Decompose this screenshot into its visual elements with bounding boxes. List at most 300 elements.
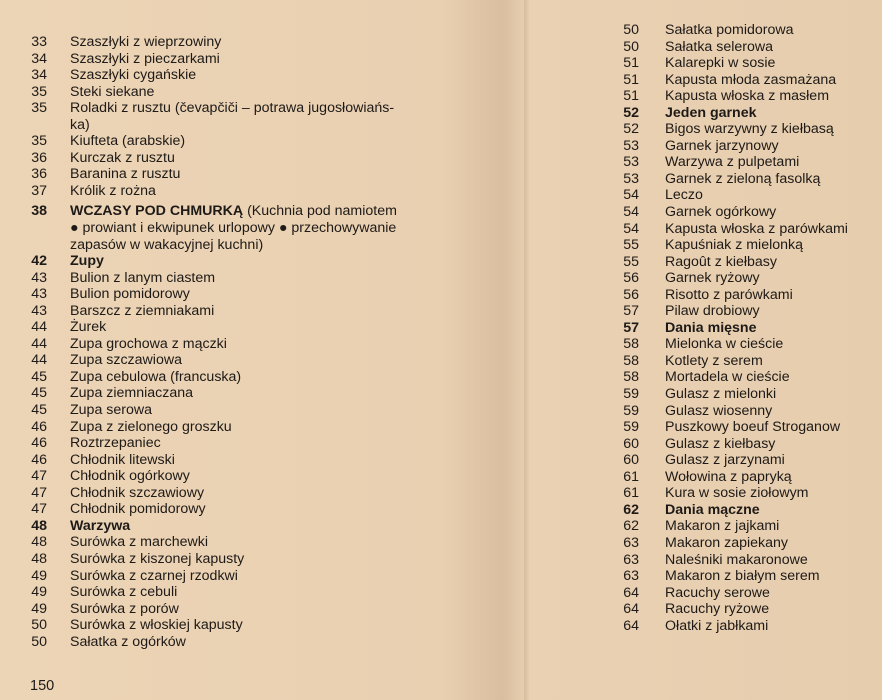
toc-title-continuation: prowiant i ekwipunek urlopowy ● przechowywanie <box>82 220 397 237</box>
toc-page-number: 57 <box>623 319 639 336</box>
toc-title-text: Zupa grochowa z mączki <box>70 335 227 352</box>
toc-title <box>70 100 436 117</box>
toc-title <box>70 634 436 651</box>
toc-title <box>665 585 875 602</box>
toc-page-number: 59 <box>623 386 639 403</box>
toc-entry <box>568 39 875 56</box>
right-page <box>568 0 882 700</box>
toc-title <box>70 352 436 369</box>
toc-entry <box>0 67 436 84</box>
toc-entry <box>568 204 875 221</box>
toc-title-text: Ołatki z jabłkami <box>665 617 769 634</box>
toc-title <box>665 436 875 453</box>
bullet-dot: ● <box>70 220 83 237</box>
toc-title <box>665 187 875 204</box>
toc-page-number: 48 <box>31 550 47 567</box>
toc-title-text: Surówka z kiszonej kapusty <box>70 550 245 567</box>
toc-title <box>665 403 875 420</box>
toc-entry <box>0 584 436 601</box>
toc-title-text: Garnek ryżowy <box>665 270 760 287</box>
toc-title-text: Surówka z włoskiej kapusty <box>70 617 243 634</box>
toc-entry <box>568 105 875 122</box>
toc-entry <box>568 419 875 436</box>
toc-entry <box>0 150 436 167</box>
toc-title-text: Szaszłyki z pieczarkami <box>70 50 220 67</box>
toc-entry <box>0 133 436 150</box>
toc-title <box>70 534 436 551</box>
toc-entry <box>0 183 436 200</box>
toc-page-number: 54 <box>623 204 639 221</box>
toc-title <box>70 601 436 618</box>
toc-entry <box>568 452 875 469</box>
toc-title-text: Kura w sosie ziołowym <box>665 485 809 502</box>
toc-title <box>70 117 436 134</box>
toc-entry <box>568 270 875 287</box>
toc-title <box>665 568 875 585</box>
toc-title <box>70 133 436 150</box>
toc-title <box>665 535 875 552</box>
toc-entry <box>568 237 875 254</box>
toc-page-number: 43 <box>31 286 47 303</box>
toc-title-text: Zupa cebulowa (francuska) <box>70 368 242 385</box>
toc-entry <box>0 84 436 101</box>
toc-title-text: Kapuśniak z mielonką <box>665 237 804 254</box>
toc-page-number: 56 <box>623 270 639 287</box>
toc-title <box>70 452 436 469</box>
toc-page-number: 38 <box>31 203 47 220</box>
toc-title <box>70 385 436 402</box>
toc-page-number: 58 <box>623 352 639 369</box>
toc-page-number: 58 <box>623 369 639 386</box>
toc-title-text: Sałatka selerowa <box>665 38 774 55</box>
toc-entry <box>568 535 875 552</box>
toc-page-number: 35 <box>31 133 47 150</box>
toc-page-number: 51 <box>623 55 639 72</box>
toc-title <box>70 67 436 84</box>
toc-title <box>665 154 875 171</box>
toc-title-text: Kapusta włoska z parówkami <box>665 220 848 237</box>
toc-title-text: Surówka z marchewki <box>70 534 208 551</box>
toc-page-number: 44 <box>31 335 47 352</box>
toc-title-text: Chłodnik szczawiowy <box>70 484 205 501</box>
toc-entry <box>568 403 875 420</box>
toc-title <box>70 286 436 303</box>
toc-title <box>665 303 875 320</box>
toc-entry <box>568 254 875 271</box>
toc-title <box>665 336 875 353</box>
toc-page-number: 46 <box>31 451 47 468</box>
toc-title-text: Królik z rożna <box>70 182 156 199</box>
toc-title-text: Gulasz wiosenny <box>665 402 773 419</box>
toc-entry <box>0 501 436 518</box>
toc-title <box>665 353 875 370</box>
toc-title-text: Racuchy ryżowe <box>665 601 770 618</box>
toc-title-text: Racuchy serowe <box>665 584 770 601</box>
toc-entry <box>0 166 436 183</box>
toc-page-number: 53 <box>623 137 639 154</box>
toc-title-text: ka) <box>70 116 90 133</box>
toc-title <box>665 452 875 469</box>
toc-title <box>70 485 436 502</box>
toc-page-number: 59 <box>623 419 639 436</box>
toc-title <box>665 419 875 436</box>
toc-page-number: 49 <box>31 567 47 584</box>
toc-title <box>70 551 436 568</box>
toc-entry <box>0 419 436 436</box>
toc-title-text: Leczo <box>665 187 703 204</box>
toc-title <box>70 150 436 167</box>
toc-title-text: Gulasz z mielonki <box>665 386 777 403</box>
toc-page-number: 46 <box>31 418 47 435</box>
toc-entry <box>0 237 436 254</box>
toc-title <box>665 88 875 105</box>
toc-title-text: Makaron z jajkami <box>665 518 780 535</box>
toc-title-text: Dania mączne <box>665 501 760 518</box>
toc-page-number: 58 <box>623 336 639 353</box>
toc-title <box>665 618 875 635</box>
toc-title-text: WCZASY POD CHMURKĄ <box>70 203 244 220</box>
toc-title-continuation: (Kuchnia pod namiotem <box>243 203 397 220</box>
toc-title-text: Naleśniki makaronowe <box>665 551 808 568</box>
toc-title <box>665 237 875 254</box>
toc-entry <box>0 303 436 320</box>
toc-entry <box>568 369 875 386</box>
toc-title <box>70 518 436 535</box>
toc-entry <box>0 369 436 386</box>
toc-title-text: Żurek <box>70 319 107 336</box>
toc-entry <box>0 117 436 134</box>
toc-title <box>70 253 436 270</box>
toc-page-number: 51 <box>623 71 639 88</box>
page-number: 150 <box>30 678 55 694</box>
toc-page-number: 64 <box>623 601 639 618</box>
toc-entry <box>0 220 436 237</box>
toc-entry <box>568 320 875 337</box>
toc-title-text: Makaron z białym serem <box>665 568 820 585</box>
toc-title <box>665 121 875 138</box>
toc-page-number: 53 <box>623 170 639 187</box>
toc-entry <box>568 585 875 602</box>
toc-entry <box>0 468 436 485</box>
toc-title <box>665 287 875 304</box>
toc-title <box>665 171 875 188</box>
toc-title-text: Kotlety z serem <box>665 352 763 369</box>
toc-title <box>70 166 436 183</box>
toc-page-number: 33 <box>31 34 47 50</box>
toc-entry <box>568 287 875 304</box>
toc-entry <box>568 221 875 238</box>
toc-title-text: Makaron zapiekany <box>665 534 789 551</box>
toc-title <box>665 105 875 122</box>
toc-page-number: 45 <box>31 402 47 419</box>
toc-title <box>665 502 875 519</box>
toc-entry <box>568 88 875 105</box>
toc-page-number: 45 <box>31 385 47 402</box>
toc-entry <box>568 22 875 39</box>
toc-title <box>665 204 875 221</box>
toc-entry <box>568 601 875 618</box>
toc-entry <box>568 336 875 353</box>
toc-page-number: 62 <box>623 518 639 535</box>
toc-page-number: 63 <box>623 534 639 551</box>
toc-page-number: 34 <box>31 50 47 67</box>
toc-page-number: 52 <box>623 121 639 138</box>
toc-page-number <box>0 220 47 237</box>
toc-title-text: Chłodnik litewski <box>70 451 175 468</box>
toc-entry <box>568 353 875 370</box>
toc-title <box>70 617 436 634</box>
toc-title <box>70 568 436 585</box>
toc-entry <box>568 138 875 155</box>
toc-title <box>665 369 875 386</box>
toc-entry <box>568 469 875 486</box>
toc-entry <box>0 352 436 369</box>
toc-title-text: Surówka z cebuli <box>70 584 178 601</box>
toc-entry <box>0 617 436 634</box>
toc-entry <box>0 253 436 270</box>
toc-page-number: 43 <box>31 269 47 286</box>
toc-page-number: 64 <box>623 617 639 634</box>
toc-title <box>665 39 875 56</box>
toc-entry <box>568 72 875 89</box>
toc-title <box>70 84 436 101</box>
toc-title <box>665 254 875 271</box>
toc-page-number: 59 <box>623 402 639 419</box>
toc-entry <box>568 187 875 204</box>
toc-entry <box>0 551 436 568</box>
toc-title <box>70 303 436 320</box>
toc-entry <box>0 100 436 117</box>
toc-title-text: Bulion z lanym ciastem <box>70 269 216 286</box>
toc-title-text: Pilaw drobiowy <box>665 303 760 320</box>
toc-page-number: 61 <box>623 468 639 485</box>
toc-title-text: Chłodnik pomidorowy <box>70 501 206 518</box>
toc-page-number: 50 <box>31 617 47 634</box>
toc-page-number: 44 <box>31 352 47 369</box>
toc-entry <box>568 121 875 138</box>
toc-page-number: 47 <box>31 484 47 501</box>
toc-title-text: Dania mięsne <box>665 319 757 336</box>
toc-title-text: Mortadela w cieście <box>665 369 790 386</box>
toc-entry <box>0 203 436 220</box>
toc-title-text: Jeden garnek <box>665 104 757 121</box>
toc-title <box>665 469 875 486</box>
toc-title-text: Zupa ziemniaczana <box>70 385 194 402</box>
toc-title <box>665 221 875 238</box>
toc-title-text: Chłodnik ogórkowy <box>70 468 190 485</box>
toc-title-text: Szaszłyki cygańskie <box>70 67 197 84</box>
toc-title <box>665 386 875 403</box>
toc-entry <box>0 402 436 419</box>
toc-page-number: 54 <box>623 187 639 204</box>
toc-title-text: zapasów w wakacyjnej kuchni) <box>70 236 264 253</box>
toc-page-number: 43 <box>31 302 47 319</box>
toc-title-text: Puszkowy boeuf Stroganow <box>665 419 841 436</box>
toc-title <box>70 220 436 237</box>
toc-entry <box>0 518 436 535</box>
toc-title <box>70 402 436 419</box>
toc-title-text: Kiufteta (arabskie) <box>70 133 186 150</box>
toc-title-text: Garnek z zieloną fasolką <box>665 170 821 187</box>
toc-page-number: 34 <box>31 67 47 84</box>
toc-entry <box>568 154 875 171</box>
toc-entry <box>0 601 436 618</box>
toc-title <box>70 419 436 436</box>
toc-title-text: Surówka z czarnej rzodkwi <box>70 567 238 584</box>
toc-title <box>70 183 436 200</box>
toc-page-number: 49 <box>31 600 47 617</box>
toc-page-number: 48 <box>31 534 47 551</box>
toc-page-number: 47 <box>31 468 47 485</box>
toc-title <box>70 369 436 386</box>
toc-page-number: 60 <box>623 452 639 469</box>
toc-title-text: Zupy <box>70 253 104 270</box>
toc-title <box>665 518 875 535</box>
toc-page-number: 48 <box>31 517 47 534</box>
toc-title-text: Barszcz z ziemniakami <box>70 302 215 319</box>
toc-title-text: Baranina z rusztu <box>70 166 181 183</box>
toc-title-text: Roztrzepaniec <box>70 435 161 452</box>
toc-entry <box>568 502 875 519</box>
toc-page-number: 54 <box>623 220 639 237</box>
toc-entry <box>568 485 875 502</box>
toc-title-text: Sałatka pomidorowa <box>665 22 794 38</box>
toc-page-number: 64 <box>623 584 639 601</box>
toc-title-text: Zupa szczawiowa <box>70 352 182 369</box>
toc-entry <box>568 386 875 403</box>
toc-page-number: 51 <box>623 88 639 105</box>
toc-title-text: Kalarepki w sosie <box>665 55 776 72</box>
toc-title-text: Mielonka w cieście <box>665 336 784 353</box>
right-toc-list <box>568 22 875 634</box>
toc-page-number: 63 <box>623 568 639 585</box>
toc-page-number: 42 <box>31 253 47 270</box>
toc-title-text: Szaszłyki z wieprzowiny <box>70 34 222 50</box>
toc-page-number <box>0 237 47 254</box>
toc-title <box>665 270 875 287</box>
toc-title <box>70 435 436 452</box>
toc-title <box>70 237 436 254</box>
toc-title-text: Roladki z rusztu (čevapčiči – potrawa jugosłowiańs- <box>70 100 395 117</box>
toc-page-number: 56 <box>623 286 639 303</box>
toc-title-text: Bigos warzywny z kiełbasą <box>665 121 834 138</box>
left-toc-list <box>0 34 436 650</box>
toc-entry <box>0 534 436 551</box>
toc-title <box>665 552 875 569</box>
toc-title-text: Warzywa z pulpetami <box>665 154 800 171</box>
toc-entry <box>568 55 875 72</box>
toc-title <box>665 72 875 89</box>
toc-title-text: Gulasz z jarzynami <box>665 452 785 469</box>
toc-title <box>70 51 436 68</box>
toc-title <box>665 485 875 502</box>
toc-page-number: 44 <box>31 319 47 336</box>
toc-entry <box>568 552 875 569</box>
toc-page-number: 49 <box>31 584 47 601</box>
toc-title-text: Kurczak z rusztu <box>70 149 175 166</box>
toc-title-text: Zupa z zielonego groszku <box>70 418 232 435</box>
toc-page-number: 36 <box>31 166 47 183</box>
book-gutter <box>524 0 530 700</box>
toc-entry <box>0 51 436 68</box>
toc-page-number: 50 <box>623 22 639 38</box>
toc-page-number: 45 <box>31 368 47 385</box>
toc-title-text: Risotto z parówkami <box>665 286 793 303</box>
toc-page-number: 35 <box>31 83 47 100</box>
toc-title <box>70 319 436 336</box>
toc-title <box>665 320 875 337</box>
toc-title-text: Steki siekane <box>70 83 155 100</box>
toc-entry <box>0 568 436 585</box>
toc-title-text: Garnek jarzynowy <box>665 137 779 154</box>
toc-page-number: 55 <box>623 253 639 270</box>
toc-title <box>665 22 875 39</box>
toc-title-text: Sałatka z ogórków <box>70 633 186 650</box>
toc-entry <box>0 270 436 287</box>
toc-page-number <box>0 117 47 134</box>
toc-title-text: Garnek ogórkowy <box>665 204 777 221</box>
toc-title-text: Kapusta młoda zasmażana <box>665 71 837 88</box>
toc-page-number: 61 <box>623 485 639 502</box>
toc-title-text: Warzywa <box>70 517 131 534</box>
toc-page-number: 63 <box>623 551 639 568</box>
toc-entry <box>568 618 875 635</box>
toc-title-text: Bulion pomidorowy <box>70 286 190 303</box>
toc-title <box>70 336 436 353</box>
toc-page-number: 50 <box>623 38 639 55</box>
toc-page-number: 50 <box>31 633 47 650</box>
toc-title-text: Kapusta włoska z masłem <box>665 88 830 105</box>
toc-page-number: 62 <box>623 501 639 518</box>
toc-page-number: 35 <box>31 100 47 117</box>
toc-title <box>70 584 436 601</box>
toc-entry <box>0 319 436 336</box>
toc-entry <box>0 286 436 303</box>
toc-page-number: 57 <box>623 303 639 320</box>
toc-entry <box>0 336 436 353</box>
toc-title-text: Ragoût z kiełbasy <box>665 253 777 270</box>
toc-page-number: 46 <box>31 435 47 452</box>
toc-title <box>665 55 875 72</box>
toc-title <box>70 468 436 485</box>
toc-title <box>70 270 436 287</box>
toc-entry <box>568 568 875 585</box>
toc-entry <box>568 518 875 535</box>
toc-title <box>665 138 875 155</box>
toc-entry <box>0 385 436 402</box>
toc-page-number: 60 <box>623 435 639 452</box>
toc-title-text: Wołowina z papryką <box>665 468 792 485</box>
toc-title <box>665 601 875 618</box>
toc-entry <box>0 34 436 51</box>
toc-page-number: 52 <box>623 104 639 121</box>
toc-title-text: Gulasz z kiełbasy <box>665 435 776 452</box>
toc-page-number: 53 <box>623 154 639 171</box>
toc-title-text: Surówka z porów <box>70 600 179 617</box>
toc-entry <box>0 452 436 469</box>
toc-page-number: 55 <box>623 237 639 254</box>
toc-entry <box>0 485 436 502</box>
toc-page-number: 47 <box>31 501 47 518</box>
toc-entry <box>0 435 436 452</box>
toc-page-number: 36 <box>31 149 47 166</box>
toc-entry <box>568 303 875 320</box>
toc-title <box>70 203 436 220</box>
toc-title-text: Zupa serowa <box>70 402 153 419</box>
toc-page-number: 37 <box>31 182 47 199</box>
toc-title <box>70 501 436 518</box>
toc-entry <box>568 436 875 453</box>
